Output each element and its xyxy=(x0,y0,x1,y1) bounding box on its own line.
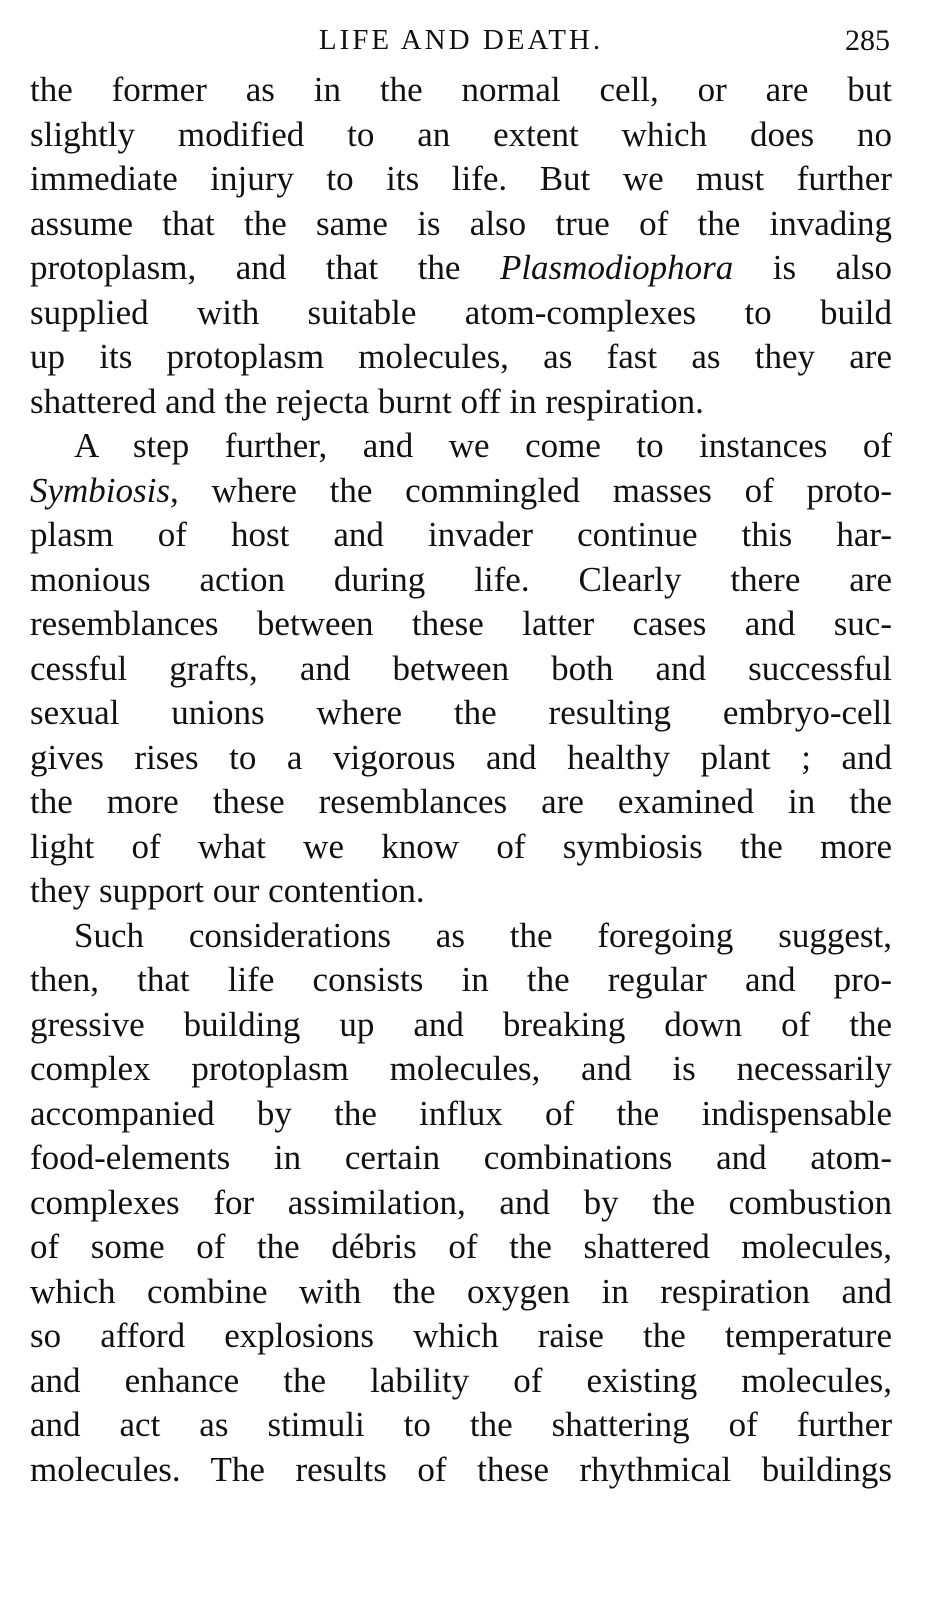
text-line xyxy=(30,691,892,736)
text-run: sexual unions where the resulting embryo-cell xyxy=(30,693,892,732)
text-run: up its protoplasm molecules, as fast as they are xyxy=(30,337,892,376)
text-run: cessful grafts, and between both and successful xyxy=(30,648,892,688)
italic-term: Symbiosis xyxy=(30,470,170,510)
text-run: they support our contention. xyxy=(30,871,425,910)
text-line xyxy=(30,1270,892,1315)
text-line xyxy=(30,246,892,291)
text-line xyxy=(30,1047,892,1092)
text-line xyxy=(30,469,892,514)
text-line xyxy=(30,602,892,647)
text-line xyxy=(30,914,892,959)
text-line xyxy=(30,424,892,469)
text-line xyxy=(30,1314,892,1359)
text-run: resemblances between these latter cases and suc- xyxy=(30,604,892,643)
text-line xyxy=(30,780,892,825)
text-line xyxy=(30,1403,892,1448)
text-run: complexes for assimilation, and by the combustion xyxy=(30,1182,892,1222)
text-line xyxy=(30,157,892,202)
page-number: 285 xyxy=(845,24,890,57)
text-line xyxy=(30,380,892,425)
text-line xyxy=(30,958,892,1003)
text-run: assume that the same is also true of the invading xyxy=(30,203,892,243)
text-run: supplied with suitable atom-complexes to build xyxy=(30,292,892,332)
text-line xyxy=(30,1181,892,1226)
text-line xyxy=(30,202,892,247)
text-run: A step further, and we come to instances of xyxy=(74,426,892,465)
text-run: of some of the débris of the shattered molecules, xyxy=(30,1227,892,1266)
text-line xyxy=(30,825,892,870)
text-run: monious action during life. Clearly there are xyxy=(30,559,892,599)
text-run: light of what we know of symbiosis the more xyxy=(30,826,892,866)
text-run: and enhance the lability of existing molecules, xyxy=(30,1360,892,1400)
text-line xyxy=(30,335,892,380)
text-line xyxy=(30,113,892,158)
text-run: the former as in the normal cell, or are but xyxy=(30,70,892,109)
text-run: Such considerations as the foregoing suggest, xyxy=(74,915,892,955)
text-run: , where the commingled masses of proto- xyxy=(170,470,892,510)
text-line xyxy=(30,1359,892,1404)
text-run: shattered and the rejecta burnt off in respiration. xyxy=(30,381,704,421)
text-line xyxy=(30,68,892,113)
text-line xyxy=(30,1448,892,1493)
text-line xyxy=(30,1092,892,1137)
text-line xyxy=(30,291,892,336)
text-run: gressive building up and breaking down of the xyxy=(30,1004,892,1044)
text-run: immediate injury to its life. But we must further xyxy=(30,159,892,198)
text-line xyxy=(30,558,892,603)
text-run: molecules. The results of these rhythmical buildings xyxy=(30,1449,892,1489)
book-page xyxy=(30,20,892,1492)
text-run: the more these resemblances are examined in the xyxy=(30,782,892,821)
text-run: so afford explosions which raise the temperature xyxy=(30,1316,892,1355)
text-line xyxy=(30,736,892,781)
text-line xyxy=(30,513,892,558)
italic-term: Plasmodiophora xyxy=(499,248,734,287)
text-run: food-elements in certain combinations and atom- xyxy=(30,1138,892,1177)
text-line xyxy=(30,1136,892,1181)
text-run: is also xyxy=(733,248,892,287)
text-run: slightly modified to an extent which does no xyxy=(30,114,892,154)
text-line xyxy=(30,647,892,692)
text-run: protoplasm, and that the xyxy=(30,248,500,287)
text-line xyxy=(30,1225,892,1270)
page-header xyxy=(30,20,892,68)
text-line xyxy=(30,1003,892,1048)
text-run: complex protoplasm molecules, and is necessarily xyxy=(30,1049,892,1088)
running-title: LIFE AND DEATH. xyxy=(318,24,604,56)
body-text xyxy=(30,68,892,1492)
text-run: accompanied by the influx of the indispensable xyxy=(30,1093,892,1133)
text-run: gives rises to a vigorous and healthy plant ; and xyxy=(30,737,892,777)
text-line xyxy=(30,869,892,914)
text-run: plasm of host and invader continue this har- xyxy=(30,515,892,554)
text-run: then, that life consists in the regular and pro- xyxy=(30,960,892,999)
text-run: which combine with the oxygen in respiration and xyxy=(30,1271,892,1311)
text-run: and act as stimuli to the shattering of further xyxy=(30,1405,892,1444)
